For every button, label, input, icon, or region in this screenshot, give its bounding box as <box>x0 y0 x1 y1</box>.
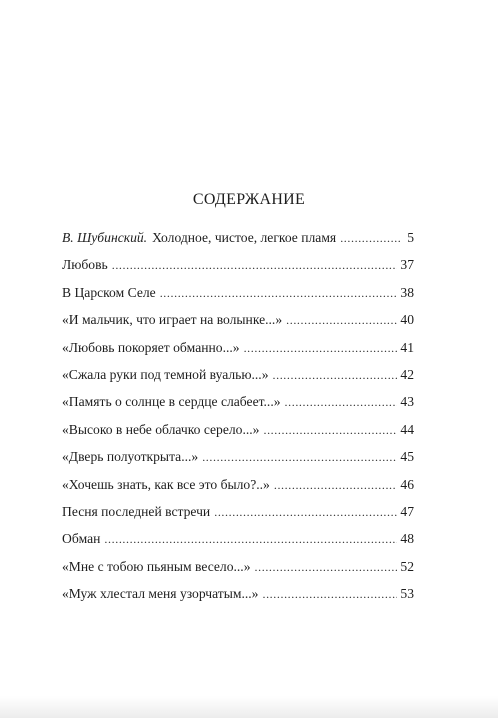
dot-leader <box>244 335 398 362</box>
toc-entry-title: Обман <box>62 531 101 547</box>
toc-entry-page: 37 <box>400 257 414 273</box>
toc-entry <box>62 279 414 306</box>
toc-entry-title: «И мальчик, что играет на волынке...» <box>62 312 283 328</box>
dot-leader <box>285 389 398 416</box>
dot-leader <box>214 499 397 526</box>
toc-entry-page: 44 <box>400 421 414 437</box>
toc-list <box>62 224 414 607</box>
dot-leader <box>255 554 398 581</box>
toc-entry <box>62 306 414 333</box>
toc-entry-title: «Высоко в небе облачко серело...» <box>62 421 260 437</box>
toc-entry-title: Любовь <box>62 257 108 273</box>
dot-leader <box>340 225 401 252</box>
dot-leader <box>104 526 397 553</box>
toc-entry <box>62 224 414 251</box>
toc-entry-title: «Любовь покоряет обманно...» <box>62 339 240 355</box>
toc-entry-page: 41 <box>400 339 414 355</box>
toc-entry-title: «Хочешь знать, как все это было?..» <box>62 476 270 492</box>
page-bottom-shadow <box>0 696 498 718</box>
toc-entry-title: «Память о солнце в сердце слабеет...» <box>62 394 281 410</box>
dot-leader <box>112 252 398 279</box>
toc-entry-title: «Дверь полуоткрыта...» <box>62 449 199 465</box>
toc-entry-page: 45 <box>400 449 414 465</box>
dot-leader <box>273 362 398 389</box>
dot-leader <box>263 417 397 444</box>
toc-entry-page: 46 <box>400 476 414 492</box>
toc-entry-page: 52 <box>400 558 414 574</box>
toc-entry <box>62 580 414 607</box>
toc-entry-title: «Муж хлестал меня узорчатым...» <box>62 586 259 602</box>
toc-entry-page: 5 <box>407 230 414 245</box>
toc-entry <box>62 443 414 470</box>
toc-entry-page: 43 <box>400 394 414 410</box>
toc-entry <box>62 388 414 415</box>
dot-leader <box>262 581 397 608</box>
toc-heading: СОДЕРЖАНИЕ <box>192 191 306 208</box>
toc-entry-page: 38 <box>400 284 414 300</box>
dot-leader <box>160 280 398 307</box>
toc-entry-page: 40 <box>400 312 414 328</box>
dot-leader <box>274 472 398 499</box>
toc-entry-title: Песня последней встречи <box>62 503 211 519</box>
toc-entry-title: Холодное, чистое, легкое пламя <box>152 230 337 245</box>
toc-entry-page: 47 <box>400 503 414 519</box>
dot-leader <box>286 307 397 334</box>
toc-entry-author: В. Шубинский. <box>62 230 148 245</box>
toc-entry-title: «Мне с тобою пьяным весело...» <box>62 558 251 574</box>
toc-entry-page: 53 <box>400 586 414 602</box>
toc-entry-title: В Царском Селе <box>62 284 156 300</box>
dot-leader <box>202 444 397 471</box>
toc-entry-page: 42 <box>400 366 414 382</box>
toc-entry <box>62 334 414 361</box>
toc-entry <box>62 525 414 552</box>
toc-entry-page: 48 <box>400 531 414 547</box>
toc-entry <box>62 416 414 443</box>
toc-entry <box>62 471 414 498</box>
toc-entry <box>62 361 414 388</box>
toc-entry <box>62 251 414 278</box>
toc-entry <box>62 498 414 525</box>
toc-entry-title: «Сжала руки под темной вуалью...» <box>62 366 269 382</box>
toc-entry <box>62 553 414 580</box>
